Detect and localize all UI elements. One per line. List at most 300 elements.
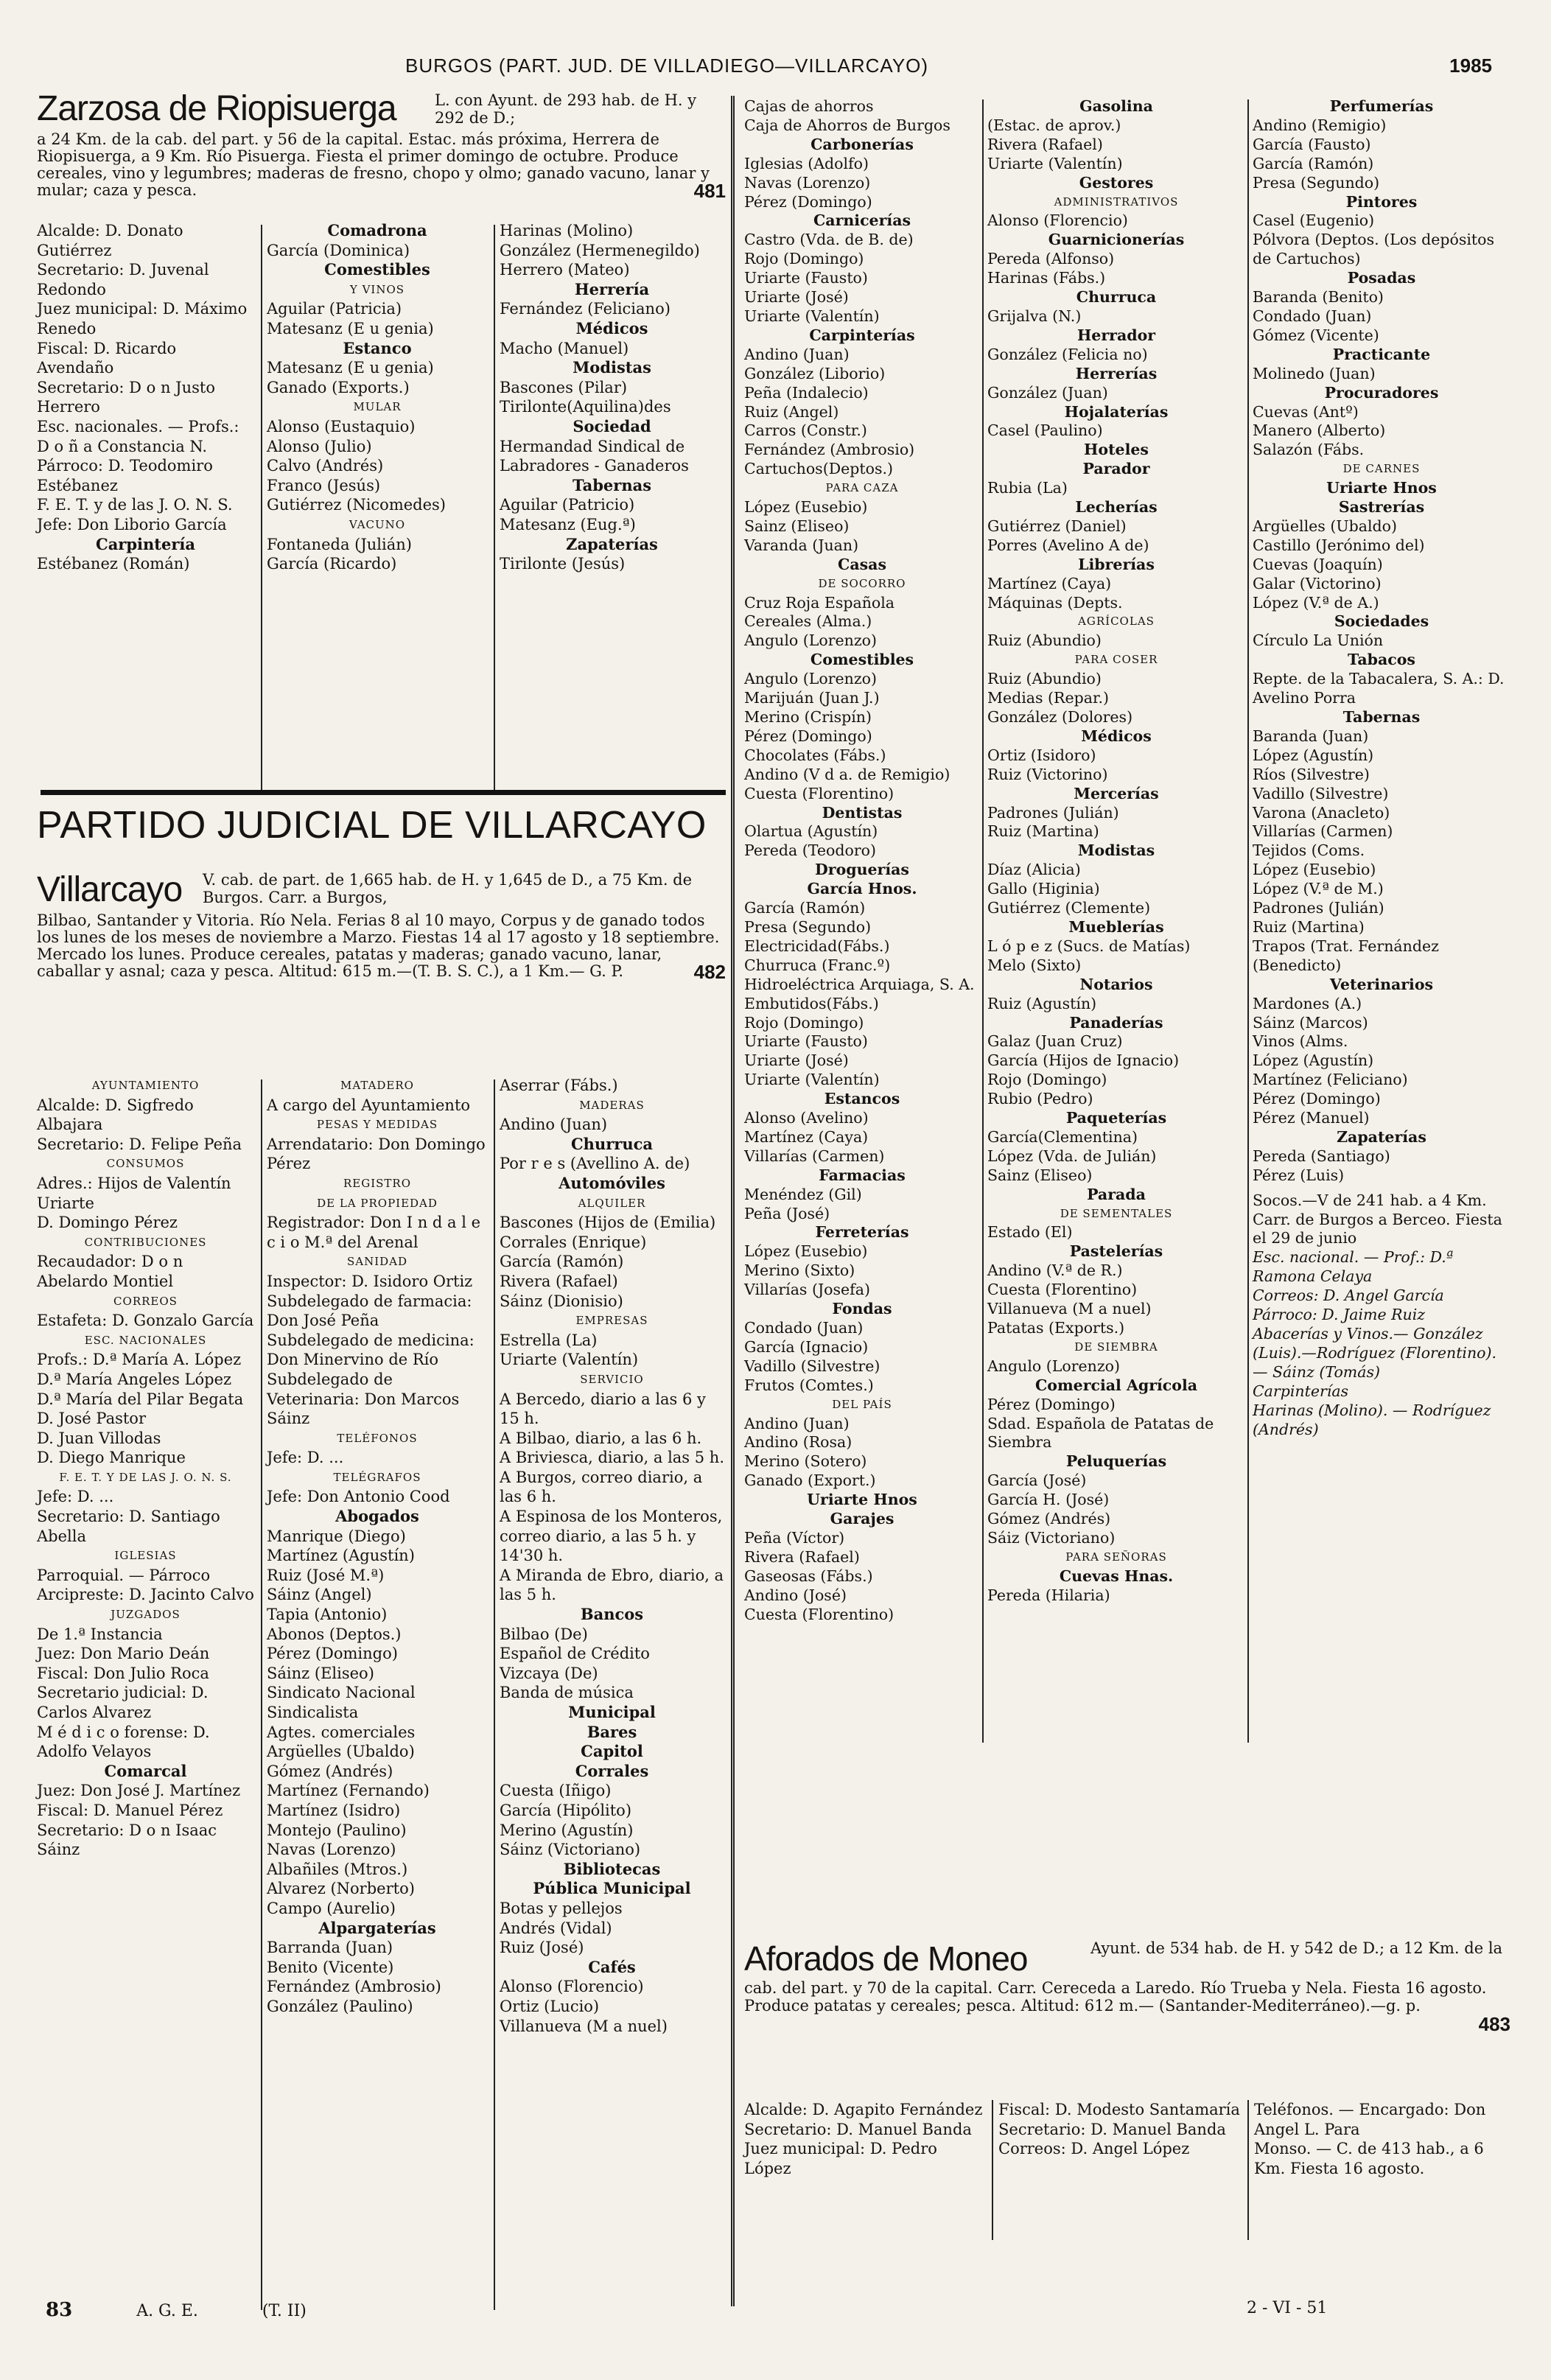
directory-line: Adres.: Hijos de Valentín Uriarte: [37, 1174, 231, 1212]
directory-line: Cuevas (Antº): [1253, 402, 1359, 421]
directory-line: EMPRESAS: [575, 1314, 648, 1328]
directory-line: Hidroeléctrica Arquiaga, S. A.: [744, 975, 975, 993]
directory-line: García H. (José): [987, 1491, 1110, 1509]
directory-page: [37, 52, 1514, 2343]
directory-line: Ruiz (Martina): [987, 822, 1099, 841]
directory-line: Secretario judicial: D. Carlos Alvarez: [37, 1684, 209, 1721]
directory-line: Por r e s (Avellino A. de): [500, 1155, 690, 1173]
directory-line: Jefe: D. ...: [37, 1488, 114, 1506]
directory-line: Lecherías: [1075, 498, 1158, 517]
directory-line: Hermandad Sindical de Labradores - Ganaderos: [500, 437, 689, 475]
directory-line: Churruca: [570, 1134, 654, 1153]
directory-line: Comarcal: [104, 1761, 187, 1780]
directory-line: Harinas (Molino): [500, 222, 634, 239]
directory-line: Juez municipal: D. Pedro López: [744, 2140, 937, 2177]
directory-line: Modistas: [573, 358, 651, 377]
directory-line: Galaz (Juan Cruz): [987, 1032, 1123, 1051]
directory-line: Sáinz (Angel): [267, 1586, 372, 1604]
directory-line: DE CARNES: [1342, 462, 1421, 476]
directory-line: Pérez (Domingo): [744, 192, 872, 211]
directory-line: García (Ramón): [744, 899, 866, 917]
directory-line: Trapos (Trat. Fernández (Benedicto): [1253, 937, 1439, 974]
directory-line: Tirilonte (Jesús): [500, 555, 626, 573]
directory-line: Montejo (Paulino): [267, 1821, 407, 1839]
directory-line: Carpinterías: [809, 326, 915, 344]
directory-line: Posadas: [1347, 269, 1416, 287]
directory-line: Alonso (Avelino): [744, 1109, 869, 1127]
directory-line: Peña (Indalecio): [744, 383, 869, 402]
directory-line: Peña (José): [744, 1204, 830, 1222]
directory-line: A Burgos, correo diario, a las 6 h.: [500, 1468, 703, 1506]
directory-line: Pereda (Teodoro): [744, 841, 876, 860]
directory-line: Juez municipal: D. Máximo Renedo: [37, 300, 248, 337]
directory-line: SANIDAD: [346, 1255, 408, 1269]
directory-line: Zapaterías: [566, 534, 658, 553]
villarcayo-col-4: [744, 97, 980, 1625]
directory-line: Dentistas: [822, 803, 903, 822]
directory-line: Ríos (Silvestre): [1253, 765, 1370, 783]
directory-line: Andrés (Vidal): [500, 1919, 612, 1937]
directory-line: Secretario: D. Manuel Banda: [998, 2120, 1226, 2138]
villarcayo-col-6: [1253, 97, 1510, 1439]
column-rule: [261, 1079, 262, 2310]
directory-line: Rubia (La): [987, 479, 1068, 497]
directory-line: González (Liborio): [744, 364, 886, 382]
directory-line: Médicos: [575, 318, 648, 337]
directory-line: Navas (Lorenzo): [744, 173, 871, 192]
directory-line: Sociedades: [1334, 612, 1429, 631]
directory-line: Matesanz (Eug.ª): [500, 515, 636, 533]
directory-line: Estado (El): [987, 1223, 1073, 1242]
villarcayo-col-3: [500, 1076, 724, 2036]
directory-line: Rojo (Domingo): [744, 1013, 864, 1032]
directory-line: Pérez (Luis): [1253, 1166, 1345, 1184]
directory-line: Castro (Vda. de B. de): [744, 231, 914, 249]
directory-line: Pastelerías: [1069, 1242, 1163, 1261]
directory-line: Andino (V d a. de Remigio): [744, 765, 950, 783]
directory-line: Fernández (Ambrosio): [267, 1978, 441, 1996]
directory-line: Rivera (Rafael): [987, 135, 1103, 153]
directory-line: DE SEMENTALES: [1060, 1206, 1173, 1220]
socos-line: Esc. nacional. — Prof.: D.ª Ramona Celaya: [1253, 1248, 1454, 1286]
directory-line: Villarías (Carmen): [744, 1147, 885, 1165]
directory-line: Sáinz (Victoriano): [500, 1841, 641, 1859]
directory-line: Pérez (Manuel): [1253, 1109, 1370, 1127]
directory-line: Practicante: [1332, 345, 1431, 363]
directory-line: Melo (Sixto): [987, 956, 1082, 974]
directory-line: Fiscal: D. Ricardo Avendaño: [37, 339, 177, 377]
directory-line: Comestibles: [324, 260, 430, 279]
directory-line: Farmacias: [819, 1166, 906, 1184]
directory-line: Carros (Constr.): [744, 421, 867, 440]
directory-line: Arrendatario: Don Domingo Pérez: [267, 1135, 486, 1173]
directory-line: MULAR: [353, 400, 402, 414]
footer-tome: (T. II): [262, 2302, 307, 2320]
directory-line: Zapaterías: [1337, 1127, 1426, 1146]
directory-line: Comestibles: [810, 651, 914, 669]
directory-line: Churruca (Franc.º): [744, 956, 891, 974]
directory-line: Veterinarios: [1329, 975, 1434, 993]
directory-line: Vadillo (Silvestre): [744, 1357, 880, 1375]
directory-line: Párroco: D. Teodomiro Estébanez: [37, 457, 213, 494]
directory-line: Alpargaterías: [318, 1918, 436, 1937]
directory-line: Medias (Repar.): [987, 689, 1110, 707]
column-rule: [494, 1079, 495, 2310]
directory-line: González (Hermenegildo): [500, 241, 700, 259]
directory-line: Banda de música: [500, 1684, 634, 1702]
directory-line: Ortiz (Isidoro): [987, 746, 1096, 764]
directory-line: Secretario: D o n Justo Herrero: [37, 378, 215, 416]
directory-line: Presa (Segundo): [744, 917, 872, 936]
directory-line: ALQUILER: [578, 1196, 646, 1210]
socos-line: Párroco: D. Jaime Ruiz: [1253, 1306, 1426, 1324]
directory-line: Médicos: [1081, 727, 1152, 745]
directory-line: Mercerías: [1074, 784, 1159, 802]
directory-line: Cruz Roja Española: [744, 593, 895, 612]
directory-line: Teléfonos. — Encargado: Don Angel L. Para: [1254, 2101, 1486, 2138]
directory-line: Repte. de la Tabacalera, S. A.: D. Avelino Porra: [1253, 670, 1505, 707]
directory-line: Peña (Víctor): [744, 1528, 845, 1547]
directory-line: Procuradores: [1324, 383, 1439, 402]
directory-line: Jefe: D. ...: [267, 1449, 344, 1467]
directory-line: Librerías: [1078, 555, 1155, 573]
socos-line: Correos: D. Angel García: [1253, 1287, 1444, 1305]
directory-line: Aserrar (Fábs.): [500, 1077, 618, 1094]
directory-line: Vadillo (Silvestre): [1253, 784, 1389, 802]
directory-line: Secretario: D. Santiago Abella: [37, 1508, 220, 1545]
directory-line: Corrales: [575, 1761, 649, 1780]
directory-line: Herrador: [1076, 326, 1156, 344]
directory-line: Tabernas: [1342, 708, 1421, 726]
directory-line: Sdad. Española de Patatas de Siembra: [987, 1414, 1214, 1452]
directory-line: Modistas: [1077, 841, 1155, 860]
directory-line: Herrero (Mateo): [500, 261, 630, 279]
directory-line: Esc. nacionales. — Profs.: D o ñ a Constancia N.: [37, 417, 239, 455]
directory-line: Padrones (Julián): [1253, 899, 1384, 917]
directory-line: Inspector: D. Isidoro Ortiz: [267, 1272, 473, 1290]
directory-line: Paqueterías: [1065, 1109, 1167, 1127]
directory-line: Parroquial. — Párroco Arcipreste: D. Jacinto Calvo: [37, 1566, 254, 1604]
directory-line: Botas y pellejos: [500, 1899, 623, 1917]
directory-line: F. E. T. y de las J. O. N. S.: [37, 496, 233, 514]
directory-line: Pérez (Domingo): [1253, 1090, 1381, 1108]
directory-line: CONTRIBUCIONES: [84, 1235, 207, 1249]
directory-line: Condado (Juan): [744, 1319, 864, 1337]
directory-line: Uriarte Hnos: [1326, 479, 1437, 497]
directory-line: Droguerías: [815, 861, 909, 879]
directory-line: Gestores: [1079, 173, 1154, 192]
directory-line: Pólvora (Deptos. (Los depósitos de Cartuchos): [1253, 231, 1495, 268]
directory-line: Andino (V.ª de R.): [987, 1261, 1123, 1280]
directory-line: Carnicerías: [813, 211, 911, 230]
directory-line: Secretario: D. Felipe Peña: [37, 1135, 242, 1153]
directory-line: Hoteles: [1084, 441, 1149, 459]
directory-line: Vizcaya (De): [500, 1664, 598, 1682]
directory-line: Correos: D. Angel López: [998, 2140, 1190, 2158]
directory-line: A Miranda de Ebro, diario, a las 5 h.: [500, 1566, 724, 1604]
directory-line: Ruiz (José): [500, 1939, 584, 1957]
directory-line: Tabernas: [572, 475, 652, 494]
directory-line: Pereda (Hilaria): [987, 1586, 1110, 1604]
directory-line: Comercial Agrícola: [1034, 1376, 1198, 1394]
directory-line: Cuesta (Florentino): [744, 784, 894, 802]
directory-line: Argüelles (Ubaldo): [267, 1743, 415, 1761]
directory-line: Angulo (Lorenzo): [744, 670, 877, 688]
directory-line: Marijuán (Juan J.): [744, 689, 880, 707]
directory-line: Cajas de ahorros: [744, 97, 874, 115]
directory-line: García (Fausto): [1253, 135, 1371, 153]
directory-line: F. E. T. Y DE LAS J. O. N. S.: [59, 1470, 232, 1484]
directory-line: Estafeta: D. Gonzalo García: [37, 1312, 254, 1330]
aforados-col-2: [998, 2100, 1242, 2159]
directory-line: Sáinz (Marcos): [1253, 1013, 1368, 1032]
directory-line: Fiscal: D. Manuel Pérez: [37, 1801, 223, 1819]
directory-line: García (Ramón): [500, 1253, 624, 1271]
zarzosa-intro: a 24 Km. de la cab. del part. y 56 de la capital. Estac. más próxima, Herrera de Riopisuerga, a 9 Km. Río Pisuerga. Fiesta el primer domingo de octubre. Produce cereales, vino y legumbres; maderas de fresno, chopo y olmo; ganado vacuno, lanar y mular; caza y pesca.: [37, 130, 710, 199]
directory-line: Automóviles: [559, 1173, 665, 1192]
zarzosa-title: Zarzosa de Riopisuerga: [37, 89, 396, 128]
directory-line: Merino (Agustín): [500, 1821, 634, 1839]
directory-line: Capitol: [581, 1742, 643, 1761]
directory-line: Corrales (Enrique): [500, 1233, 647, 1251]
directory-line: Porres (Avelino A de): [987, 536, 1149, 554]
directory-line: Tirilonte(Aquilina)des: [500, 398, 671, 416]
directory-line: Cafés: [588, 1957, 636, 1976]
directory-line: Secretario: D. Juvenal Redondo: [37, 261, 209, 298]
directory-line: Ruiz (José M.ª): [267, 1566, 385, 1584]
directory-line: López (Eusebio): [1253, 861, 1376, 879]
directory-line: Pública Municipal: [533, 1879, 691, 1898]
directory-line: López (Agustín): [1253, 1051, 1374, 1070]
directory-line: Campo (Aurelio): [267, 1899, 396, 1917]
directory-line: García (Ignacio): [744, 1337, 869, 1356]
directory-line: Alonso (Florencio): [987, 211, 1128, 230]
directory-line: Ruiz (Agustín): [987, 994, 1097, 1012]
zarzosa-entry: [37, 88, 726, 201]
directory-line: Menéndez (Gil): [744, 1185, 862, 1203]
directory-line: Alcalde: D. Sigfredo Albajara: [37, 1096, 194, 1134]
directory-line: A Bercedo, diario a las 6 y 15 h.: [500, 1390, 706, 1428]
directory-line: Casel (Eugenio): [1253, 211, 1375, 230]
directory-line: Municipal: [568, 1703, 656, 1721]
directory-line: Ferreterías: [815, 1223, 909, 1242]
directory-line: Uriarte (José): [744, 288, 849, 307]
directory-line: Andino (Remigio): [1253, 116, 1387, 134]
directory-line: Matesanz (E u genia): [267, 319, 434, 337]
directory-line: Pereda (Santiago): [1253, 1147, 1390, 1165]
directory-line: López (Eusebio): [744, 1242, 868, 1261]
directory-line: Comadrona: [327, 221, 427, 239]
section-rule: [41, 790, 726, 795]
directory-line: Embutidos(Fábs.): [744, 994, 879, 1012]
directory-line: Guarnicionerías: [1048, 231, 1185, 249]
directory-line: Navas (Lorenzo): [267, 1841, 396, 1859]
directory-line: Sindicato Nacional Sindicalista: [267, 1684, 416, 1721]
directory-line: Y VINOS: [349, 282, 405, 296]
directory-line: González (Juan): [987, 383, 1108, 402]
directory-line: DE SOCORRO: [818, 576, 906, 590]
directory-line: Uriarte Hnos: [807, 1491, 917, 1509]
directory-line: Bancos: [580, 1605, 644, 1624]
running-head-title: BURGOS (PART. JUD. DE VILLADIEGO—VILLARCAYO): [405, 55, 929, 77]
footer-number: 83: [46, 2299, 73, 2321]
directory-line: Agtes. comerciales: [267, 1723, 416, 1741]
zarzosa-count: 481: [693, 180, 726, 202]
directory-line: Angulo (Lorenzo): [987, 1357, 1120, 1375]
directory-line: DE SIEMBRA: [1074, 1340, 1158, 1354]
villarcayo-col-5: [987, 97, 1245, 1606]
directory-line: PARA SEÑORAS: [1065, 1550, 1167, 1564]
directory-line: Sainz (Eliseo): [987, 1166, 1093, 1184]
column-rule: [992, 2100, 993, 2240]
directory-line: Cuesta (Florentino): [987, 1281, 1138, 1299]
column-rule: [1247, 99, 1249, 1743]
directory-line: Varanda (Juan): [744, 536, 859, 554]
directory-line: Gutiérrez (Nicomedes): [267, 496, 446, 514]
directory-line: D. Domingo Pérez: [37, 1214, 178, 1232]
villarcayo-entry: [37, 869, 726, 982]
directory-line: Sáiz (Victoriano): [987, 1528, 1116, 1547]
directory-line: Bilbao (De): [500, 1625, 588, 1643]
directory-line: Bascones (Pilar): [500, 378, 628, 396]
directory-line: Juez: Don Mario Deán: [37, 1645, 210, 1663]
directory-line: D.ª María Angeles López: [37, 1370, 232, 1388]
directory-line: Tapia (Antonio): [267, 1606, 388, 1624]
directory-line: M é d i c o forense: D. Adolfo Velayos: [37, 1723, 210, 1761]
directory-line: García Hnos.: [807, 880, 917, 898]
footer-publisher: A. G. E.: [136, 2302, 198, 2320]
socos-entry: Socos.—V de 241 hab. a 4 Km. Carr. de Burgos a Berceo. Fiesta el 29 de junio: [1253, 1191, 1502, 1247]
aforados-intro-right: Ayunt. de 534 hab. de H. y 542 de D.; a 12 Km. de la: [1090, 1939, 1503, 1957]
directory-line: Ruiz (Angel): [744, 402, 839, 421]
directory-line: Martínez (Isidro): [267, 1801, 401, 1819]
directory-line: Ruiz (Abundio): [987, 631, 1102, 650]
directory-line: Ortiz (Lucio): [500, 1997, 600, 2015]
directory-line: Secretario: D o n Isaac Sáinz: [37, 1821, 217, 1859]
directory-line: Varona (Anacleto): [1253, 803, 1390, 822]
directory-line: CONSUMOS: [106, 1157, 185, 1171]
directory-line: Secretario: D. Manuel Banda: [744, 2120, 972, 2138]
directory-line: González (Dolores): [987, 708, 1133, 726]
directory-line: AGRÍCOLAS: [1078, 615, 1155, 629]
directory-line: Bibliotecas: [563, 1859, 661, 1878]
directory-line: Benito (Vicente): [267, 1958, 394, 1976]
directory-line: Español de Crédito: [500, 1645, 650, 1663]
directory-line: Gasolina: [1079, 97, 1153, 115]
directory-line: Cereales (Alma.): [744, 612, 872, 631]
directory-line: Ruiz (Victorino): [987, 765, 1108, 783]
directory-line: (Estac. de aprov.): [987, 116, 1121, 134]
directory-line: Galar (Victorino): [1253, 574, 1382, 592]
directory-line: Barranda (Juan): [267, 1939, 393, 1957]
villarcayo-count: 482: [693, 961, 726, 983]
directory-line: Uriarte (Fausto): [744, 1032, 868, 1051]
directory-line: Panaderías: [1069, 1013, 1163, 1032]
directory-line: Fiscal: Don Julio Roca: [37, 1664, 209, 1682]
directory-line: VACUNO: [349, 517, 406, 531]
directory-line: García (Hipólito): [500, 1801, 632, 1819]
directory-line: Sociedad: [573, 416, 651, 435]
directory-line: Pereda (Alfonso): [987, 250, 1115, 268]
directory-line: D.ª María del Pilar Begata: [37, 1390, 244, 1408]
directory-line: AYUNTAMIENTO: [91, 1079, 200, 1092]
socos-line: Carpinterías: [1253, 1382, 1349, 1400]
directory-line: Chocolates (Fábs.): [744, 746, 886, 764]
directory-line: Subdelegado de medicina: Don Minervino de Río: [267, 1331, 475, 1369]
directory-line: D. José Pastor: [37, 1410, 146, 1428]
directory-line: Gutiérrez (Daniel): [987, 517, 1127, 535]
zarzosa-col-3: [500, 221, 724, 574]
directory-line: Churruca: [1076, 288, 1157, 307]
directory-line: Cuesta (Florentino): [744, 1605, 894, 1623]
directory-line: Juez: Don José J. Martínez: [37, 1782, 241, 1800]
page-number: 1985: [1449, 55, 1492, 77]
directory-line: Uriarte (Fausto): [744, 269, 868, 287]
directory-line: Abogados: [335, 1507, 419, 1526]
directory-line: Fontaneda (Julián): [267, 535, 412, 553]
directory-line: A cargo del Ayuntamiento: [267, 1096, 471, 1114]
directory-line: Hojalaterías: [1064, 402, 1169, 421]
directory-line: ESC. NACIONALES: [84, 1333, 207, 1347]
villarcayo-intro-right: V. cab. de part. de 1,665 hab. de H. y 1,645 de D., a 75 Km. de Burgos. Carr. a Burgos,: [203, 871, 693, 906]
directory-line: TELÉGRAFOS: [333, 1470, 421, 1484]
directory-line: Villanueva (M a nuel): [987, 1300, 1152, 1318]
directory-line: D. Juan Villodas: [37, 1429, 161, 1447]
directory-line: Subdelegado de Veterinaria: Don Marcos Sáinz: [267, 1370, 460, 1428]
directory-line: Pintores: [1345, 192, 1418, 211]
directory-line: Alonso (Florencio): [500, 1978, 644, 1996]
directory-line: Macho (Manuel): [500, 339, 629, 357]
directory-line: Alonso (Julio): [267, 437, 372, 455]
partido-title: PARTIDO JUDICIAL DE VILLARCAYO: [37, 804, 707, 847]
directory-line: García (Dominica): [267, 241, 410, 259]
directory-line: López (Eusebio): [744, 498, 868, 517]
center-rule: [731, 96, 735, 2306]
aforados-col-3: [1254, 2100, 1512, 2178]
directory-line: A Espinosa de los Monteros, correo diario, a las 5 h. y 14'30 h.: [500, 1508, 723, 1565]
directory-line: Estanco: [343, 338, 412, 357]
directory-line: López (Agustín): [1253, 746, 1374, 764]
directory-line: Díaz (Alicia): [987, 861, 1081, 879]
directory-line: Uriarte (Valentín): [500, 1351, 639, 1369]
directory-line: Rojo (Domingo): [987, 1071, 1107, 1089]
directory-line: Martínez (Feliciano): [1253, 1071, 1408, 1089]
villarcayo-intro: Bilbao, Santander y Vitoria. Río Nela. Ferias 8 al 10 mayo, Corpus y de ganado todos los lunes de los meses de noviembre a Marzo. Fiestas 14 al 17 agosto y 18 septiembre. Mercado los lunes. Produce cereales, patatas y maderas; ganado vacuno, lanar, caballar y asnal; caza y pesca. Altitud: 615 m.—(T. B. S. C.), a 1 Km.— G. P.: [37, 911, 720, 980]
directory-line: González (Paulino): [267, 1997, 413, 2015]
aforados-col-1: [744, 2100, 987, 2178]
directory-line: Martínez (Caya): [744, 1127, 869, 1146]
directory-line: Monso. — C. de 413 hab., a 6 Km. Fiesta 16 agosto.: [1254, 2140, 1484, 2177]
directory-line: Rivera (Rafael): [744, 1547, 860, 1566]
directory-line: Herrería: [574, 279, 650, 298]
directory-line: Jefe: Don Antonio Cood: [267, 1488, 450, 1506]
directory-line: D. Diego Manrique: [37, 1449, 186, 1467]
directory-line: JUZGADOS: [111, 1608, 181, 1622]
directory-line: IGLESIAS: [114, 1549, 177, 1563]
directory-line: Gallo (Higinia): [987, 880, 1100, 898]
directory-line: Mueblerías: [1068, 917, 1164, 936]
directory-line: Notarios: [1079, 975, 1153, 993]
directory-line: Alonso (Eustaquio): [267, 417, 416, 435]
directory-line: Gómez (Andrés): [267, 1762, 393, 1780]
zarzosa-intro-right: L. con Ayunt. de 293 hab. de H. y 292 de D.;: [435, 91, 697, 127]
directory-line: Cuevas Hnas.: [1059, 1567, 1174, 1585]
directory-line: L ó p e z (Sucs. de Matías): [987, 937, 1191, 955]
directory-line: REGISTRO: [343, 1176, 412, 1190]
directory-line: Jefe: Don Liborio García: [37, 515, 227, 533]
directory-line: Cuesta (Iñigo): [500, 1782, 612, 1800]
directory-line: Albañiles (Mtros.): [267, 1860, 408, 1878]
